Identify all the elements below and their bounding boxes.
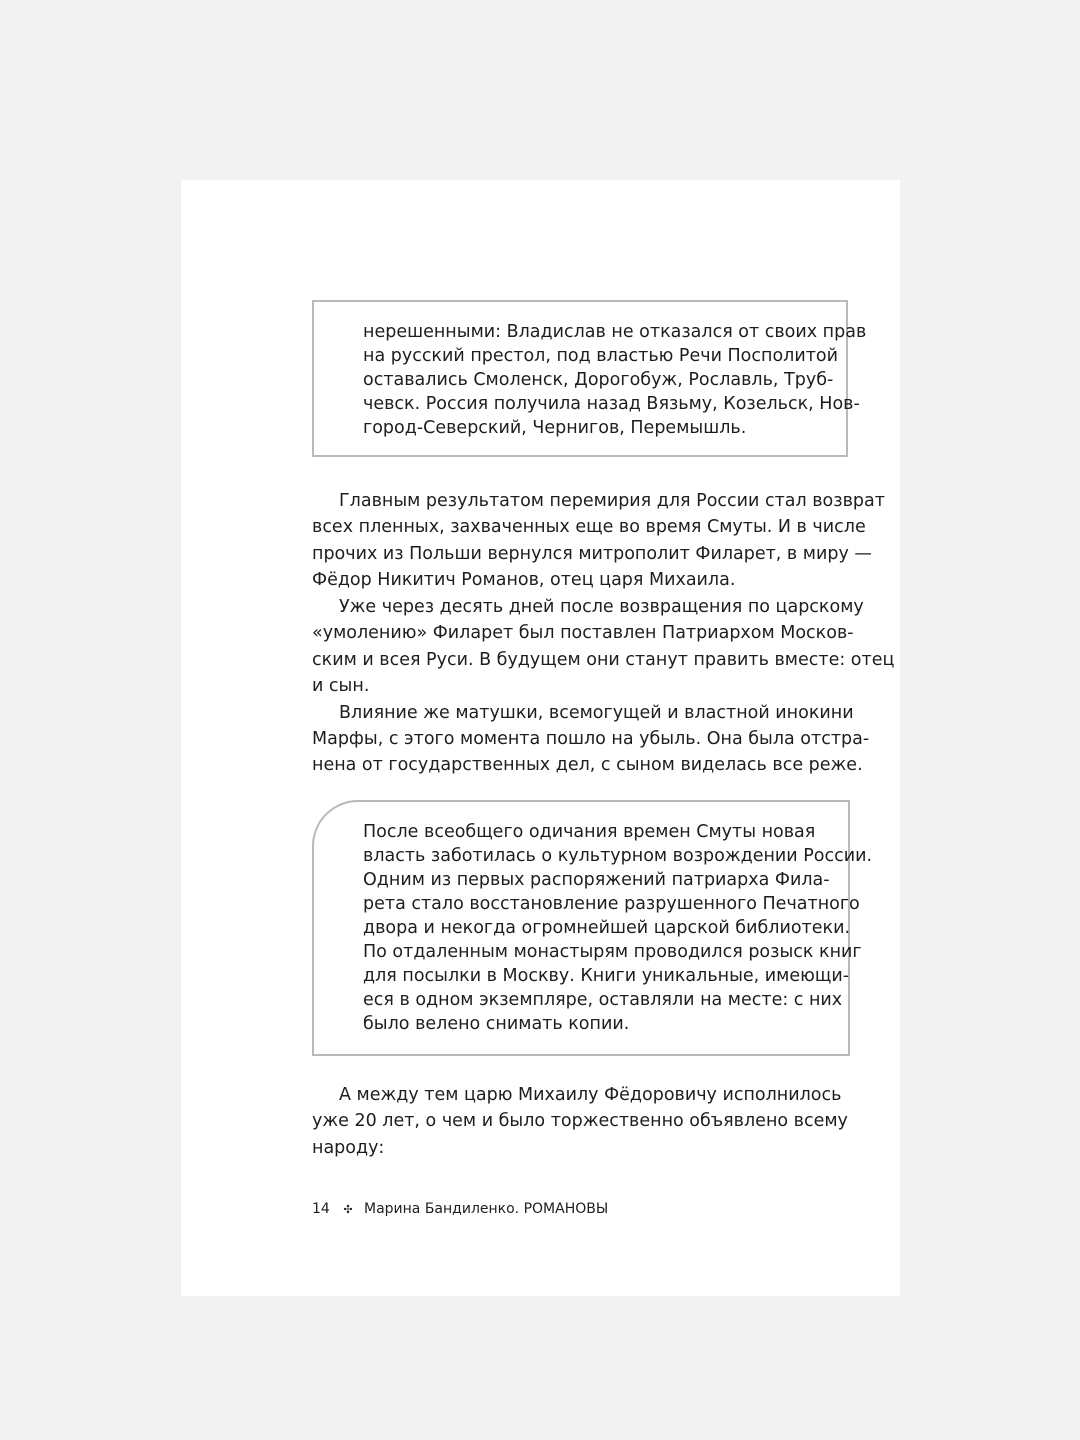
text-line: двора и некогда огромнейшей царской библиотеки. <box>363 918 851 938</box>
paragraph-3-line: Марфы, с этого момента пошло на убыль. Она была отстра- <box>312 729 870 749</box>
ornament-icon: ✣ <box>343 1202 353 1216</box>
paragraph-1-line: Фёдор Никитич Романов, отец царя Михаила. <box>312 570 736 590</box>
sidebar-box-rounded <box>312 800 873 1056</box>
final-paragraph-line: А между тем царю Михаилу Фёдоровичу исполнилось <box>339 1085 842 1105</box>
paragraph-3-line: нена от государственных дел, с сыном виделась все реже. <box>312 755 863 775</box>
paragraph-3-line: Влияние же матушки, всемогущей и властной инокини <box>339 703 854 723</box>
text-line: власть заботилась о культурном возрождении России. <box>363 846 873 866</box>
paragraph-1-line: всех пленных, захваченных еще во время Смуты. И в числе <box>312 517 866 537</box>
text-line: на русский престол, под властью Речи Посполитой <box>363 346 838 366</box>
paragraph-1-line: Главным результатом перемирия для России стал возврат <box>339 491 885 511</box>
running-title: Марина Бандиленко. РОМАНОВЫ <box>364 1201 609 1217</box>
text-line: рета стало восстановление разрушенного Печатного <box>363 894 860 914</box>
text-line: город-Северский, Чернигов, Перемышль. <box>363 418 747 438</box>
text-line: было велено снимать копии. <box>363 1014 630 1034</box>
text-line: оставались Смоленск, Дорогобуж, Рославль, Труб- <box>363 370 834 390</box>
text-line: нерешенными: Владислав не отказался от своих прав <box>363 322 867 342</box>
paragraph-2-line: ским и всея Руси. В будущем они станут править вместе: отец <box>312 650 895 670</box>
text-line: По отдаленным монастырям проводился розыск книг <box>363 942 862 962</box>
paragraph-2-line: и сын. <box>312 676 370 696</box>
page-number: 14 <box>312 1201 330 1217</box>
paragraph-1-line: прочих из Польши вернулся митрополит Филарет, в миру — <box>312 544 872 564</box>
book-page <box>181 180 900 1296</box>
text-line: Одним из первых распоряжений патриарха Фила- <box>363 870 830 890</box>
text-line: После всеобщего одичания времен Смуты новая <box>363 822 816 842</box>
text-line: чевск. Россия получила назад Вязьму, Козельск, Нов- <box>363 394 860 414</box>
text-line: для посылки в Москву. Книги уникальные, имеющи- <box>363 966 850 986</box>
final-paragraph-line: народу: <box>312 1138 385 1158</box>
sidebar-box-top <box>312 300 867 457</box>
paragraph-2-line: «умолению» Филарет был поставлен Патриархом Москов- <box>312 623 854 643</box>
final-paragraph-line: уже 20 лет, о чем и было торжественно объявлено всему <box>312 1111 848 1131</box>
text-line: еся в одном экземпляре, оставляли на месте: с них <box>363 990 843 1010</box>
paragraph-2-line: Уже через десять дней после возвращения по царскому <box>339 597 864 617</box>
page-footer <box>312 1198 608 1220</box>
